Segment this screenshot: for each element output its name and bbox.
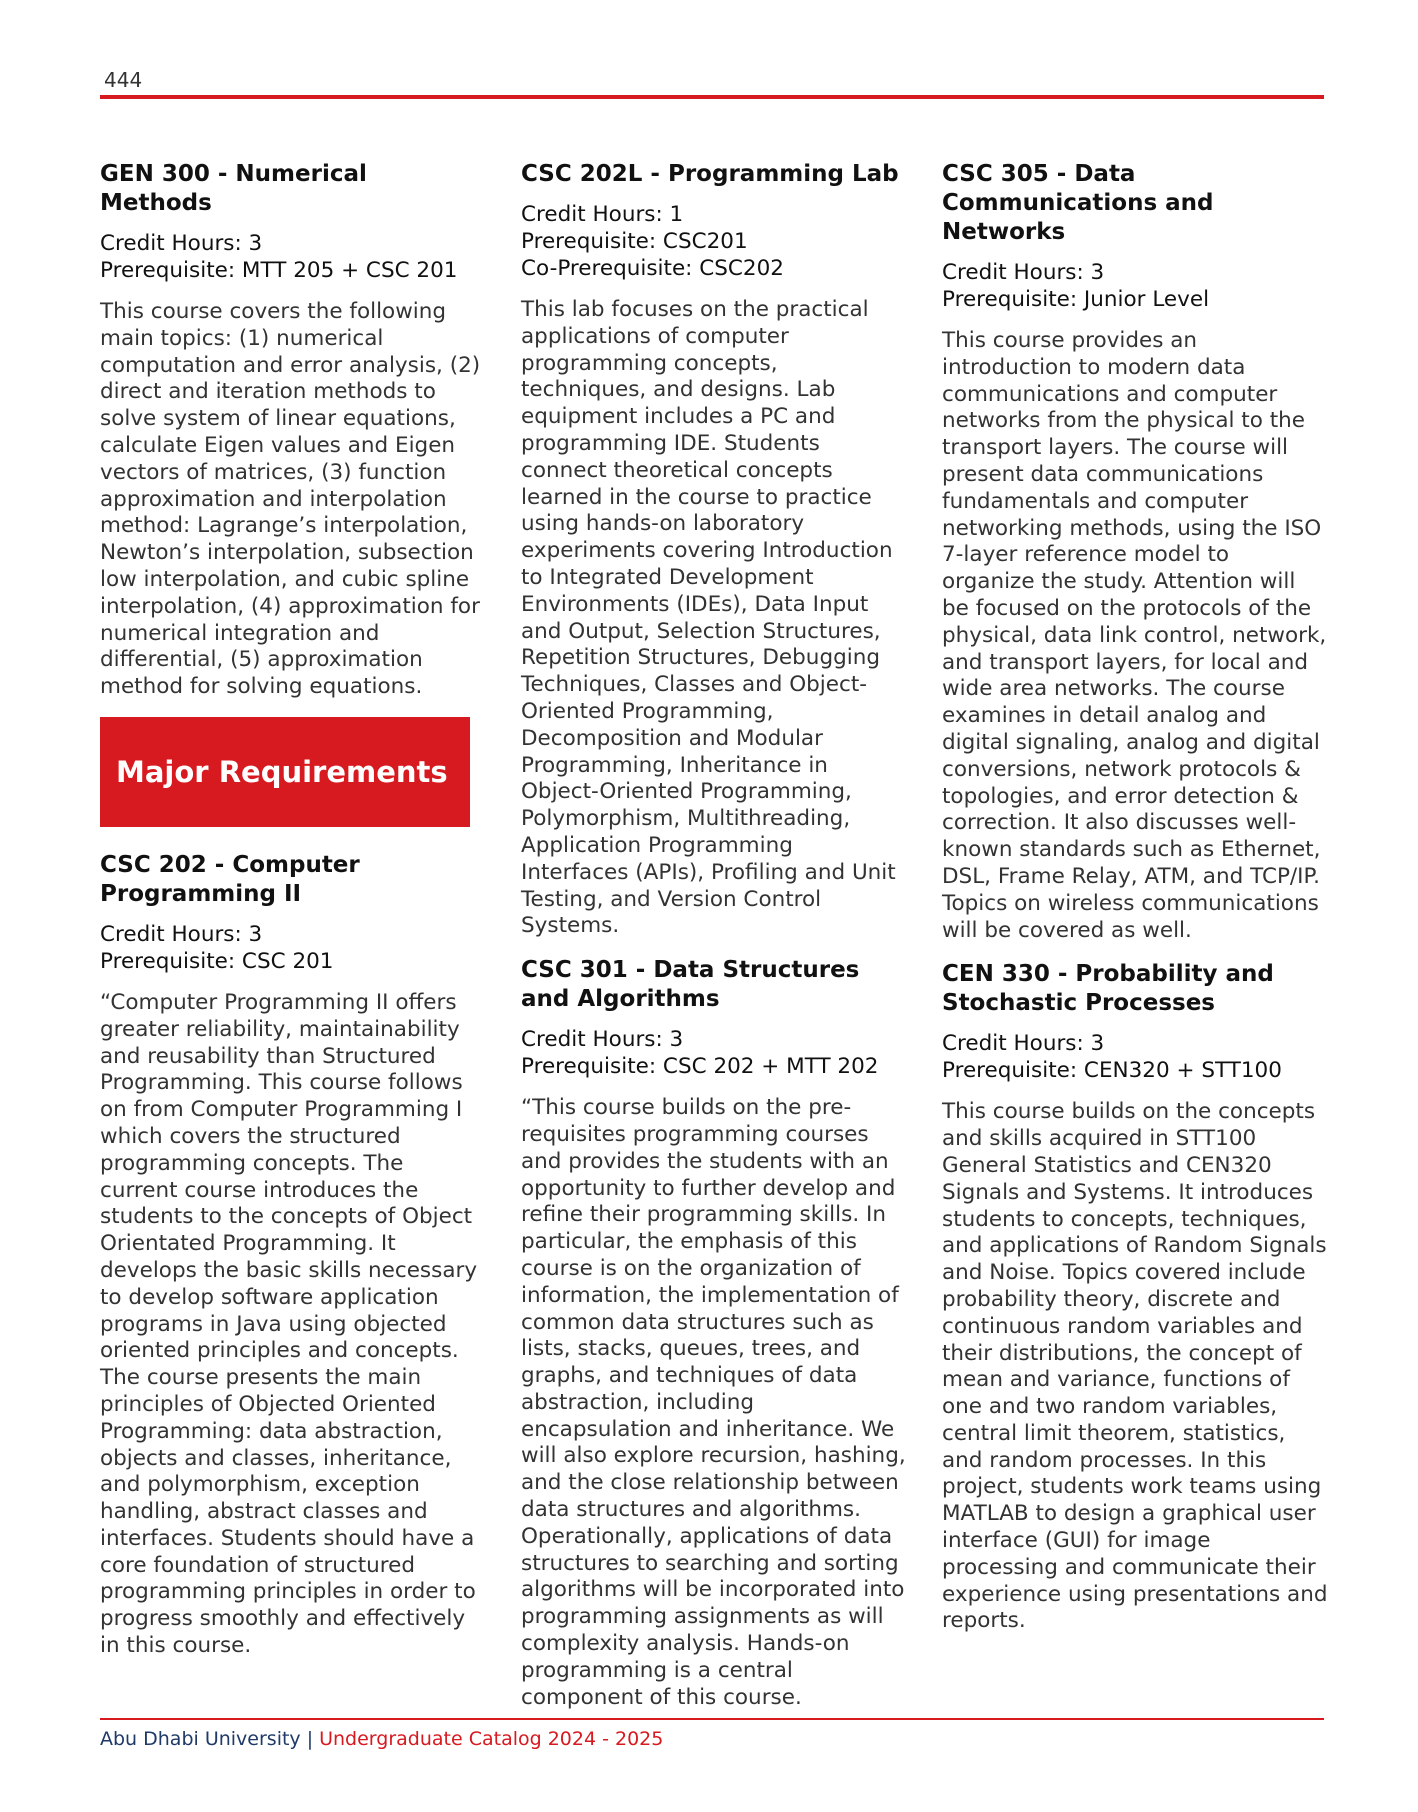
- course-description: This course builds on the concepts and skills acquired in STT100 General Statistics and CEN320 Signals and Systems. It introduces students to concepts, techniques, and applications of Random Signals and Noise. Topics covered include probability theory, discrete and continuous random variables and their distributions, the concept of mean and variance, functions of one and two random variables, central limit theorem, statistics, and random processes. In this project, students work teams using MATLAB to design a graphical user interface (GUI) for image processing and communicate their experience using presentations and reports.: [942, 1099, 1328, 1634]
- credit-hours: Credit Hours: 3: [100, 231, 263, 256]
- course-description: “This course builds on the pre-requisites programming courses and provides the students with an opportunity to further develop and refine their programming skills. In particular, the emphasis of this course is on the organization of information, the implementation of common data structures such as lists, stacks, queues, trees, and graphs, and techniques of data abstraction, including encapsulation and inheritance. We will also explore recursion, hashing, and the close relationship between data structures and algorithms. Operationally, applications of data structures to searching and sorting algorithms will be incorporated into programming assignments as will complexity analysis. Hands-on programming is a central component of this course.: [521, 1095, 906, 1710]
- course-title: CSC 305 - Data Communications and Networks: [942, 161, 1214, 245]
- footer-separator: |: [306, 1728, 314, 1750]
- footer-organization: Abu Dhabi University: [100, 1728, 301, 1750]
- course-title: CSC 301 - Data Structures and Algorithms: [521, 957, 860, 1013]
- course-csc305: [942, 160, 1328, 944]
- course-meta: [521, 201, 907, 282]
- section-title: Major Requirements: [116, 754, 448, 789]
- section-banner: [100, 717, 470, 827]
- course-meta: [942, 259, 1328, 313]
- course-title: CEN 330 - Probability and Stochastic Processes: [942, 961, 1274, 1017]
- description-paragraph: The course presents the main principles of Objected Oriented Programming: data abstraction, objects and classes, inheritance, and polymorphism, exception handling, abstract classes and interfaces. Students should have a core foundation of structured programming principles in order to progress smoothly and effectively in this course.: [100, 1365, 476, 1659]
- course-cen330: [942, 960, 1328, 1635]
- column-left: [100, 160, 486, 1676]
- course-description: [100, 990, 486, 1660]
- prerequisite: Prerequisite: CSC201: [521, 229, 748, 254]
- prerequisite: Prerequisite: MTT 205 + CSC 201: [100, 258, 458, 283]
- prerequisite: Prerequisite: CSC 202 + MTT 202: [521, 1054, 879, 1080]
- header-divider: [100, 95, 1324, 99]
- course-description: This lab focuses on the practical applications of computer programming concepts, techniques, and designs. Lab equipment includes a PC and programming IDE. Students connect theoretical concepts learned in the course to practice using hands-on laboratory experiments covering Introduction to Integrated Development Environments (IDEs), Data Input and Output, Selection Structures, Repetition Structures, Debugging Techniques, Classes and Object-Oriented Programming, Decomposition and Modular Programming, Inheritance in Object-Oriented Programming, Polymorphism, Multithreading, Application Programming Interfaces (APIs), Profiling and Unit Testing, and Version Control Systems.: [521, 297, 896, 939]
- course-csc301: [521, 956, 907, 1711]
- course-description: This course covers the following main topics: (1) numerical computation and error analysis, (2) direct and iteration methods to solve system of linear equations, calculate Eigen values and Eigen vectors of matrices, (3) function approximation and interpolation method: Lagrange’s interpolation, Newton’s interpolation, subsection low interpolation, and cubic spline interpolation, (4) approximation for numerical integration and differential, (5) approximation method for solving equations.: [100, 299, 481, 700]
- description-paragraph: “Computer Programming II offers greater reliability, maintainability and reusability than Structured Programming. This course follows on from Computer Programming I which covers the structured programming concepts. The current course introduces the students to the concepts of Object Orientated Programming. It develops the basic skills necessary to develop software application programs in Java using objected oriented principles and concepts.: [100, 989, 478, 1364]
- course-meta: [100, 921, 486, 975]
- course-gen300: [100, 160, 486, 701]
- course-meta: [521, 1026, 907, 1080]
- prerequisite: Prerequisite: CEN320 + STT100: [942, 1058, 1282, 1084]
- course-meta: [942, 1030, 1328, 1084]
- credit-hours: Credit Hours: 1: [521, 202, 684, 227]
- course-meta: [100, 230, 486, 284]
- footer-divider: [100, 1718, 1324, 1720]
- footer-catalog: Undergraduate Catalog 2024 - 2025: [319, 1728, 664, 1750]
- column-right: [942, 160, 1328, 1651]
- footer: [100, 1726, 663, 1752]
- column-middle: [521, 160, 907, 1727]
- course-csc202l: [521, 160, 907, 940]
- prerequisite: Prerequisite: Junior Level: [942, 287, 1210, 312]
- course-title: CSC 202L - Programming Lab: [521, 161, 899, 187]
- prerequisite: Prerequisite: CSC 201: [100, 948, 334, 974]
- credit-hours: Credit Hours: 3: [521, 1027, 684, 1053]
- course-csc202: [100, 851, 486, 1660]
- course-description: This course provides an introduction to modern data communications and computer networks from the physical to the transport layers. The course will present data communications fundamentals and computer networking methods, using the ISO 7-layer reference model to organize the study. Attention will be focused on the protocols of the physical, data link control, network, and transport layers, for local and wide area networks. The course examines in detail analog and digital signaling, analog and digital conversions, network protocols & topologies, and error detection & correction. It also discusses well-known standards such as Ethernet, DSL, Frame Relay, ATM, and TCP/IP. Topics on wireless communications will be covered as well.: [942, 328, 1327, 943]
- co-prerequisite: Co-Prerequisite: CSC202: [521, 256, 784, 281]
- credit-hours: Credit Hours: 3: [100, 921, 263, 947]
- course-title: GEN 300 - Numerical Methods: [100, 161, 367, 216]
- credit-hours: Credit Hours: 3: [942, 1031, 1105, 1057]
- credit-hours: Credit Hours: 3: [942, 260, 1105, 285]
- course-title: CSC 202 - Computer Programming II: [100, 851, 360, 907]
- page-number: 444: [104, 68, 143, 92]
